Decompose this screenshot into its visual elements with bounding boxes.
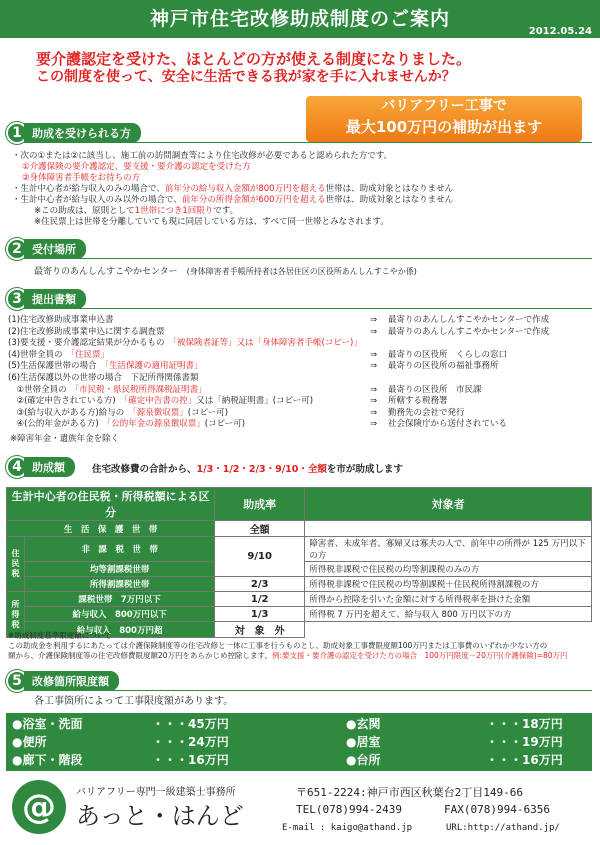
document-destination: 最寄りの区役所 市民課: [388, 384, 482, 395]
row-target: 所得税非課税で住民税の均等割課税＋住民税所得割課税の方: [305, 577, 592, 592]
limit-item-leader: ・・・: [152, 735, 189, 749]
company-name: あっと・はんど: [76, 802, 244, 830]
limit-item-leader: ・・・: [486, 717, 523, 731]
limit-item-leader: ・・・: [486, 735, 523, 749]
limit-intro: 各工事箇所によって工事限度額があります。: [34, 696, 234, 707]
document-name: ④(公的年金がある方): [8, 419, 99, 430]
arrow-icon: ⇒: [370, 349, 378, 360]
s1-condition-2: ②身体障害者手帳をお持ちの方: [22, 173, 141, 183]
row-rate: 1/2: [215, 592, 305, 607]
section-label: 受付場所: [24, 239, 86, 259]
limit-note-title: ※助成制度基準限度額について: [8, 631, 112, 640]
document-name: (2)住宅改修助成事業申込に関する調査票: [8, 326, 165, 337]
page-title: 神戸市住宅改修助成制度のご案内: [0, 0, 600, 38]
arrow-icon: ⇒: [370, 384, 378, 395]
section-4-heading: [6, 458, 75, 476]
promo-line-2: 最大100万円の補助が出ます: [345, 118, 543, 136]
document-highlight: 「被保険者証等」又は「身体障害者手帳(コピー)」: [168, 338, 362, 349]
document-name: (6)生活保護以外の世帯の場合 下記所得関係書類: [8, 373, 199, 383]
document-name: (5)生活保護世帯の場合: [8, 361, 97, 372]
document-extra: 又は「納税証明書」(コピー可): [196, 396, 314, 407]
limit-item-amount: 24万円: [188, 735, 229, 749]
promo-line-1: バリアフリー工事で: [381, 98, 507, 114]
section-number: 2: [6, 238, 28, 260]
subsidy-intro: 住宅改修費の合計から、1/3・1/2・2/3・9/10・全額を市が助成します: [92, 464, 403, 475]
limit-item-leader: ・・・: [486, 753, 523, 767]
section-1-heading: [6, 124, 141, 142]
section-number: 3: [6, 288, 28, 310]
section-number: 1: [6, 122, 28, 144]
limit-item-leader: ・・・: [152, 717, 189, 731]
limit-item-name: ●浴室・洗面: [12, 717, 83, 731]
table-row: [7, 537, 592, 562]
document-row: [8, 385, 588, 396]
document-destination: 最寄りの区役所 くらしの窓口: [388, 349, 508, 360]
section-2-heading: [6, 240, 86, 258]
header-category: 生計中心者の住民税・所得税額による区分: [7, 488, 215, 521]
limit-item-leader: ・・・: [152, 753, 189, 767]
row-target: 所得から控除を引いた金額に対する所得税率を掛けた金額: [305, 592, 592, 607]
s1-income-rule-2: ・生計中心者が給与収入のみ以外の場合で、前年分の所得金額が600万円を超える世帯は、助成対象とはなりません: [12, 195, 454, 205]
row-target: [305, 521, 592, 537]
section-3-heading: [6, 290, 86, 308]
limit-note-example: 額から、介護保険制度等の住宅改修費限度額20万円をあらかじめ控除します。例:要支援・要介護の認定を受けた方の場合 100万円限度－20万円(介護保険)=80万円: [8, 651, 568, 660]
arrow-icon: ⇒: [370, 326, 378, 337]
limit-item-name: ●廊下・階段: [12, 753, 83, 767]
company-email[interactable]: E-mail : kaigo@athand.jp: [282, 823, 413, 833]
table-row: [7, 592, 592, 607]
table-row: [7, 607, 592, 622]
section-label: 改修箇所限度額: [24, 671, 119, 691]
company-logo-icon: @: [12, 780, 66, 834]
section-divider: [26, 258, 592, 259]
document-name: (4)世帯全員の: [8, 349, 63, 360]
row-rate: 全額: [215, 521, 305, 537]
document-name: ①世帯全員の: [8, 384, 67, 395]
company-fax: FAX(078)994-6356: [444, 803, 550, 816]
arrow-icon: ⇒: [370, 315, 378, 325]
row-target: 所得税非課税で住民税の均等割課税のみの方: [305, 562, 592, 577]
limit-item-amount: 19万円: [522, 735, 563, 749]
headline-line-1: 要介護認定を受けた、ほとんどの方が使える制度になりました。: [36, 50, 472, 68]
row-target: 所得税 7 万円を超えて、給与収入 800 万円以下の方: [305, 607, 592, 622]
row-category: 所得税: [7, 592, 25, 638]
header-target: 対象者: [305, 488, 592, 521]
document-row: [8, 361, 588, 372]
arrow-icon: ⇒: [370, 361, 378, 372]
section-number: 5: [6, 670, 28, 692]
row-rate: 2/3: [215, 577, 305, 592]
company-tagline: バリアフリー専門一級建築士事務所: [76, 787, 236, 798]
limit-amounts-panel: [6, 713, 592, 771]
row-target: [305, 622, 592, 638]
limit-item-amount: 16万円: [522, 753, 563, 767]
row-label: 均等割課税世帯: [25, 562, 215, 577]
s1-household-note: ※住民票上は世帯を分離していても現に同居している方は、すべて同一世帯とみなされます。: [34, 217, 389, 227]
row-rate: 対 象 外: [215, 622, 305, 638]
document-row: [8, 350, 588, 361]
s1-once-note: ※この助成は、原則として1世帯につき1回限りです。: [34, 206, 239, 216]
arrow-icon: ⇒: [370, 396, 378, 407]
section-5-heading: [6, 672, 119, 690]
document-row: [8, 419, 588, 430]
section-number: 4: [6, 456, 28, 478]
document-row: [8, 338, 588, 349]
company-tel: TEL(078)994-2439: [296, 803, 402, 816]
document-row: [8, 315, 588, 326]
limit-item-name: ●居室: [346, 735, 381, 749]
document-row: [8, 327, 588, 338]
table-row: [7, 577, 592, 592]
section-label: 助成額: [24, 457, 75, 477]
row-rate: 1/3: [215, 607, 305, 622]
row-target: 障害者、未成年者、寡婦又は寡夫の人で、前年中の所得が 125 万円以下の方: [305, 537, 592, 562]
section-divider: [26, 308, 592, 309]
row-category: 住民税: [7, 537, 25, 592]
document-row: [8, 373, 588, 384]
issue-date: 2012.05.24: [528, 26, 592, 37]
subsidy-table: [6, 487, 592, 638]
limit-item-name: ●台所: [346, 753, 381, 767]
row-label: 給与収入 800万円超: [25, 622, 215, 638]
row-label: 非 課 税 世 帯: [25, 537, 215, 562]
section-divider: [26, 690, 592, 691]
s1-condition-1: ①介護保険の要介護認定、要支援・要介護の認定を受けた方: [22, 162, 251, 172]
document-highlight: 「市民税・県民税所得課税証明書」: [70, 384, 207, 395]
limit-note-body: この助成金を利用するにあたっては介護保険制度等の住宅改修と一体に工事を行うものとし、助成対象工事費限度額100万円または工事費のいずれか少ない方の: [8, 641, 548, 650]
document-name: (1)住宅改修助成事業申込書: [8, 315, 114, 325]
row-label: 給与収入 800万円以下: [25, 607, 215, 622]
document-destination: 最寄りの区役所の福祉事務所: [388, 361, 499, 372]
row-label: 課税世帯 7万円以下: [25, 592, 215, 607]
document-row: [8, 408, 588, 419]
company-address: 〒651-2224:神戸市西区秋葉台2丁目149-66: [296, 786, 523, 799]
limit-item-amount: 16万円: [188, 753, 229, 767]
s1-income-rule-1: ・生計中心者が給与収入のみの場合で、前年分の給与収入金額が800万円を超える世帯は、助成対象とはなりません: [12, 184, 454, 194]
document-name: ③(給与収入がある方)給与の: [8, 407, 125, 418]
headline-line-2: この制度を使って、安全に生活できる我が家を手に入れませんか？: [36, 69, 456, 85]
document-destination: 勤務先の会社で発行: [388, 407, 465, 418]
reception-place: 最寄りのあんしんすこやかセンター (身体障害者手帳所持者は各居住区の区役所あんしんすこやか係): [34, 267, 417, 277]
document-destination: 最寄りのあんしんすこやかセンターで作成: [388, 315, 550, 325]
row-label: 生 活 保 護 世 帯: [7, 521, 215, 537]
document-destination: 所轄する税務署: [388, 396, 448, 407]
limit-item-name: ●玄関: [346, 717, 381, 731]
pension-note: ※障害年金・遺族年金を除く: [10, 434, 120, 444]
document-highlight: 「公的年金の源泉徴収票」: [102, 419, 205, 430]
section-label: 提出書類: [24, 289, 86, 309]
document-highlight: 「生活保護の適用証明書」: [100, 361, 203, 372]
section-divider: [26, 142, 592, 143]
row-rate: 9/10: [215, 537, 305, 577]
limit-item-name: ●便所: [12, 735, 47, 749]
limit-item-amount: 45万円: [188, 717, 229, 731]
s1-line: ・次の①または②に該当し、施工前の訪問調査等により住宅改修が必要であると認められた方です。: [12, 151, 393, 161]
document-extra: (コピー可): [204, 419, 246, 430]
promo-banner: [306, 96, 582, 142]
header-rate: 助成率: [215, 488, 305, 521]
document-name: (3)要支援・要介護認定結果が分かるもの: [8, 338, 165, 349]
document-highlight: 「確定申告書の控」: [119, 396, 197, 407]
document-highlight: 「住民票」: [66, 349, 110, 360]
document-name: ②(確定申告されている方): [8, 396, 116, 407]
document-destination: 社会保険庁から送付されている: [388, 419, 508, 430]
limit-item-amount: 18万円: [522, 717, 563, 731]
document-highlight: 「源泉徴収票」: [128, 407, 188, 418]
row-label: 所得割課税世帯: [25, 577, 215, 592]
arrow-icon: ⇒: [370, 419, 378, 430]
document-destination: 最寄りのあんしんすこやかセンターで作成: [388, 326, 550, 337]
arrow-icon: ⇒: [370, 407, 378, 418]
company-url[interactable]: URL:http://athand.jp/: [446, 823, 560, 833]
section-label: 助成を受けられる方: [24, 123, 141, 143]
document-extra: (コピー可): [187, 407, 229, 418]
document-row: [8, 396, 588, 407]
table-row: [7, 521, 592, 537]
